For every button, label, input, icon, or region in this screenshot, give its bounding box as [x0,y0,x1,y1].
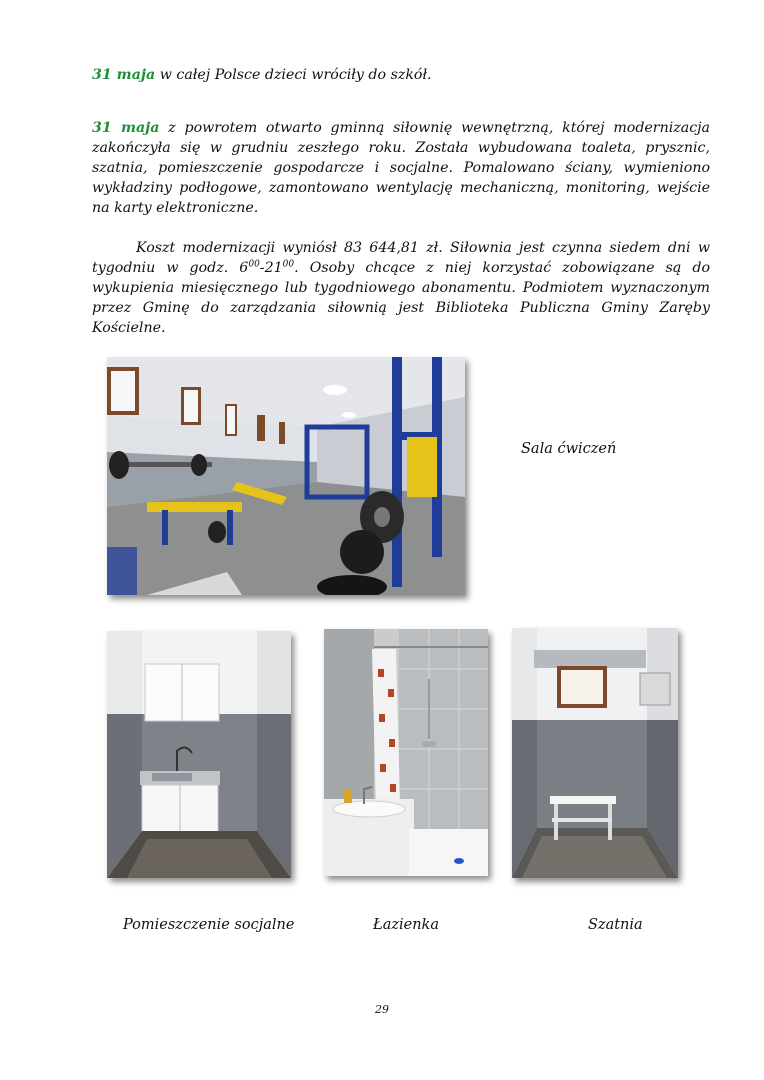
caption-locker-room: Szatnia [588,917,643,933]
date-highlight: 31 maja [92,67,156,83]
bathroom-photo [324,629,488,876]
hour-superscript: 00 [248,259,260,270]
page-number: 29 [375,1003,389,1016]
caption-gym: Sala ćwiczeń [521,441,617,457]
paragraph-modernization-cost [92,238,710,338]
caption-social-room: Pomieszczenie socjalne [123,917,295,933]
paragraph-text: w całej Polsce dzieci wróciły do szkół. [155,67,432,83]
social-room-photo [107,631,291,878]
caption-bathroom: Łazienka [373,917,439,933]
gym-photo [107,357,465,595]
paragraph-text: . Osoby chcące z niej korzystać zobowiązane są do wykupienia miesięcznego lub tygodniowego abonamentu. Podmiotem wyznaczonym przez Gminę do zarządzania siłownią jest Biblioteka Publiczna Gminy Zaręby Kościelne. [92,260,710,336]
hour-superscript: 00 [282,259,295,270]
paragraph-text: Koszt modernizacji wyniósł 83 644,81 zł. Siłownia jest czynna siedem dni w tygodniu w godz. 6 [92,240,710,276]
paragraph-reopening-schools [92,65,710,85]
paragraph-text: z powrotem otwarto gminną siłownię wewnętrzną, której modernizacja zakończyła się w grudniu zeszłego roku. Została wybudowana toaleta, prysznic, szatnia, pomieszczenie gospodarcze i socjalne. Pomalowano ściany, wymieniono wykładziny podłogowe, zamontowano wentylację mechaniczną, monitoring, wejście na karty elektroniczne. [92,120,710,216]
paragraph-text: -21 [259,260,283,276]
date-highlight: 31 maja [92,120,160,136]
locker-room-photo [512,628,678,878]
paragraph-gym-reopening [92,118,710,218]
